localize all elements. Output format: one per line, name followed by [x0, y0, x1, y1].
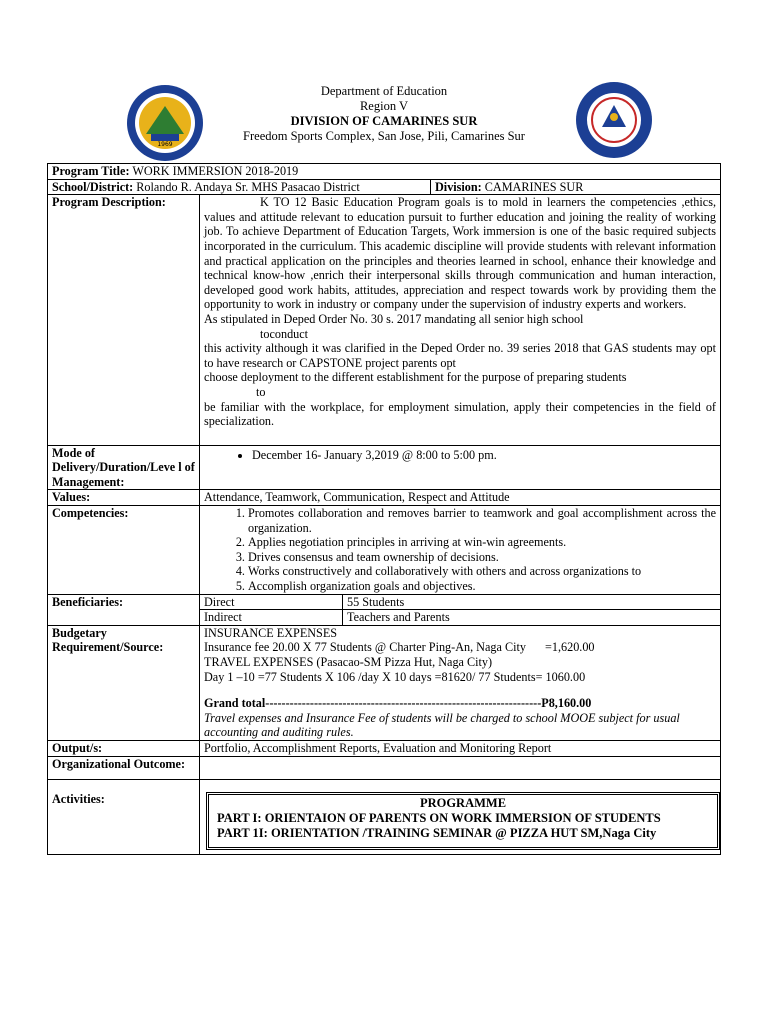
row-mode-of-delivery: [48, 445, 721, 490]
document-header: [0, 84, 768, 144]
description-paragraph-3: this activity although it was clarified in the Deped Order no. 39 series 2018 that GAS students may opt to have research or CAPSTONE project parents opt: [204, 341, 716, 370]
school-label: School/District:: [52, 179, 134, 194]
grand-total-value: P8,160.00: [541, 696, 592, 711]
beneficiary-type: Indirect: [200, 610, 343, 625]
values-label: Values:: [48, 490, 200, 506]
mode-label: Mode of Delivery/Duration/Leve l of Management:: [48, 445, 200, 490]
division-value: CAMARINES SUR: [484, 179, 584, 194]
description-paragraph-2: As stipulated in Deped Order No. 30 s. 2017 mandating all senior high school: [204, 311, 584, 326]
grand-total-label: Grand total: [204, 696, 266, 711]
row-program-title: [48, 164, 721, 180]
row-beneficiaries: [48, 594, 721, 625]
budget-insurance-amount: =1,620.00: [545, 640, 595, 655]
school-value: Rolando R. Andaya Sr. MHS Pasacao District: [136, 179, 360, 194]
description-label: Program Description:: [48, 195, 200, 446]
header-region: Region V: [359, 99, 409, 113]
description-paragraph-2b: toconduct: [260, 326, 309, 341]
values-value: Attendance, Teamwork, Communication, Respect and Attitude: [200, 490, 721, 506]
programme-part-2: PART 1I: ORIENTATION /TRAINING SEMINAR @ PIZZA HUT SM,Naga City: [217, 826, 657, 841]
row-values: [48, 490, 721, 506]
activities-label: Activities:: [48, 780, 200, 855]
description-paragraph-4b: to: [256, 384, 266, 399]
header-address: Freedom Sports Complex, San Jose, Pili, Camarines Sur: [243, 129, 525, 143]
row-activities: [48, 780, 721, 855]
competency-item: 3. Drives consensus and team ownership of decisions.: [248, 550, 716, 565]
grand-total-dashes: --------------------------------------------------------------------: [265, 696, 542, 711]
program-title-value: WORK IMMERSION 2018-2019: [132, 164, 299, 178]
competency-item: 2. Applies negotiation principles in arriving at win-win agreements.: [248, 535, 716, 550]
beneficiaries-label: Beneficiaries:: [48, 594, 200, 625]
competency-item: 1. Promotes collaboration and removes barrier to teamwork and goal accomplishment across the organization.: [248, 506, 716, 535]
budget-note: Travel expenses and Insurance Fee of students will be charged to school MOOE subject for usual accounting and auditing rules.: [204, 710, 680, 740]
budget-insurance-heading: INSURANCE EXPENSES: [204, 625, 338, 640]
programme-part-1: PART I: ORIENTAION OF PARENTS ON WORK IMMERSION OF STUDENTS: [217, 811, 661, 826]
outputs-label: Output/s:: [48, 740, 200, 756]
description-paragraph-4: choose deployment to the different establishment for the purpose of preparing students: [204, 370, 627, 385]
budget-travel-line: Day 1 –10 =77 Students X 106 /day X 10 days =81620/ 77 Students= 1060.00: [204, 669, 586, 684]
competency-item: 4. Works constructively and collaboratively with others and across organizations to: [248, 564, 716, 579]
row-organizational-outcome: [48, 756, 721, 780]
program-table: [47, 163, 721, 855]
description-paragraph-1: K TO 12 Basic Education Program goals is to mold in learners the competencies ,ethics, values and attitude relevant to education pursuit to further education and joining the reality of working job. To achieve Department of Education Targets, Work immersion is one of the basic required subjects incorporated in the curriculum. This academic discipline will provide students with relevant information and practical application on the principles and theories learned in school, enhance their knowledge and technical know-how ,enrich their interpersonal skills through communication and human interaction, developed good work habits, attitudes, appreciation and respect towards work by providing them the opportunity to work in industry or company under the supervision of industry experts and workers.: [204, 195, 716, 312]
budget-insurance-line: Insurance fee 20.00 X 77 Students @ Charter Ping-An, Naga City: [204, 640, 526, 655]
row-school-district: [48, 179, 721, 195]
header-department: Department of Education: [320, 84, 448, 98]
beneficiary-value: 55 Students: [347, 594, 405, 609]
grand-total: [204, 696, 716, 711]
outcome-value: [200, 756, 721, 780]
svg-text:1969: 1969: [157, 141, 173, 148]
competencies-label: Competencies:: [48, 506, 200, 595]
description-paragraph-5: be familiar with the workplace, for employment simulation, apply their competencies in the field of specialization.: [204, 399, 716, 429]
outcome-label: Organizational Outcome:: [48, 756, 200, 780]
budget-label: Budgetary Requirement/Source:: [48, 625, 200, 740]
row-program-description: [48, 195, 721, 446]
header-division: DIVISION OF CAMARINES SUR: [290, 114, 478, 128]
programme-box: [206, 792, 720, 850]
beneficiary-type: Direct: [200, 595, 343, 610]
budget-travel-heading: TRAVEL EXPENSES (Pasacao-SM Pizza Hut, Naga City): [204, 655, 493, 669]
program-title-label: Program Title:: [52, 164, 130, 178]
row-outputs: [48, 740, 721, 756]
division-label: Division:: [435, 179, 482, 194]
programme-title: PROGRAMME: [419, 796, 507, 811]
mode-item: • December 16- January 3,2019 @ 8:00 to 5:00 pm.: [252, 448, 716, 463]
competency-item: 5. Accomplish organization goals and objectives.: [248, 579, 716, 594]
row-budget: [48, 625, 721, 740]
beneficiary-value: Teachers and Parents: [343, 610, 721, 625]
outputs-value: Portfolio, Accomplishment Reports, Evaluation and Monitoring Report: [200, 740, 721, 756]
competencies-list: [204, 506, 716, 594]
row-competencies: [48, 506, 721, 595]
